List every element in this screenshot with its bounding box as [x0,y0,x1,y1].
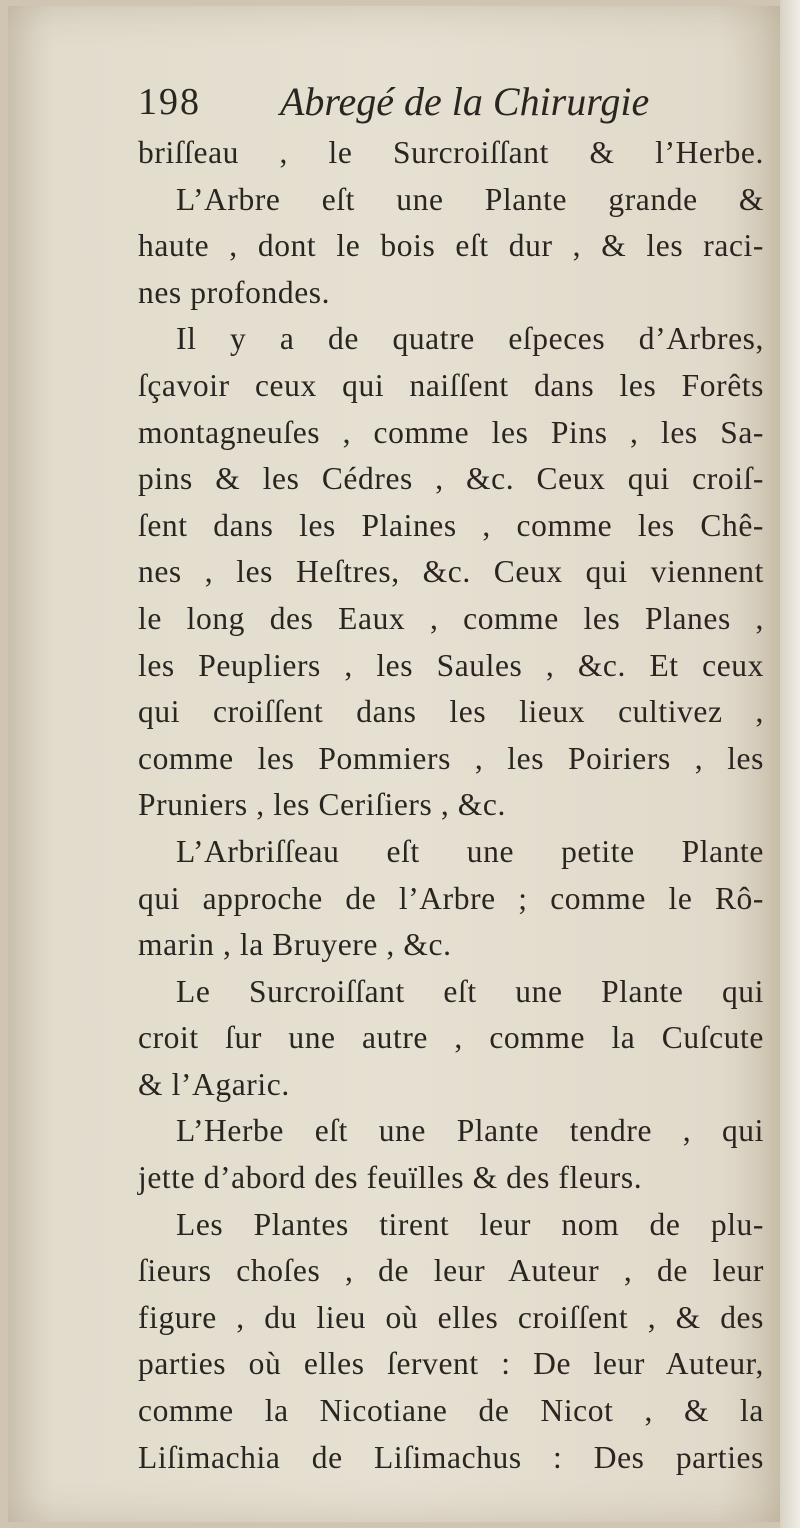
body-text [138,130,764,1481]
text-line: marin , la Bruyere , &c. [138,927,452,963]
text-line: Il y a de quatre eſpeces d’Arbres, [176,321,764,357]
text-line: qui croiſſent dans les lieux cultivez , [138,694,764,730]
text-line: les Peupliers , les Saules , &c. Et ceux [138,647,764,683]
text-line: L’Arbre eſt une Plante grande & [176,181,764,217]
text-line: nes profondes. [138,274,331,310]
text-line: croit ſur une autre , comme la Cuſcute [138,1020,764,1056]
text-line: Liſimachia de Liſimachus : Des parties [138,1439,764,1475]
text-line: jette d’abord des feuïlles & des fleurs. [138,1160,643,1196]
text-line: qui approche de l’Arbre ; comme le Rô- [138,880,764,916]
text-line: pins & les Cédres , &c. Ceux qui croiſ- [138,461,764,497]
text-line: briſſeau , le Surcroiſſant & l’Herbe. [138,135,764,170]
text-line: comme les Pommiers , les Poiriers , les [138,740,764,776]
text-line: Pruniers , les Ceriſiers , &c. [138,787,506,823]
text-line: ſent dans les Plaines , comme les Chê- [138,507,764,543]
page-number: 198 [138,81,201,123]
text-line: L’Herbe eſt une Plante tendre , qui [176,1113,764,1149]
text-line: Les Plantes tirent leur nom de plu- [176,1206,764,1242]
text-line: ſieurs choſes , de leur Auteur , de leur [138,1253,764,1289]
text-line: le long des Eaux , comme les Planes , [138,600,764,636]
text-line: comme la Nicotiane de Nicot , & la [138,1393,764,1429]
text-line: nes , les Heſtres, &c. Ceux qui viennent [138,554,764,590]
page-edge [780,0,800,1528]
text-line: ſçavoir ceux qui naiſſent dans les Forêts [138,367,764,403]
text-line: parties où elles ſervent : De leur Auteur, [138,1346,764,1382]
running-title: Abregé de la Chirurgie [280,79,650,124]
text-line: L’Arbriſſeau eſt une petite Plante [176,833,764,869]
page-header [138,72,738,132]
text-line: Le Surcroiſſant eſt une Plante qui [176,973,764,1009]
text-line: haute , dont le bois eſt dur , & les raci- [138,228,764,264]
text-line: & l’Agaric. [138,1066,290,1102]
text-line: figure , du lieu où elles croiſſent , & des [138,1299,764,1335]
text-line: montagneuſes , comme les Pins , les Sa- [138,414,764,450]
